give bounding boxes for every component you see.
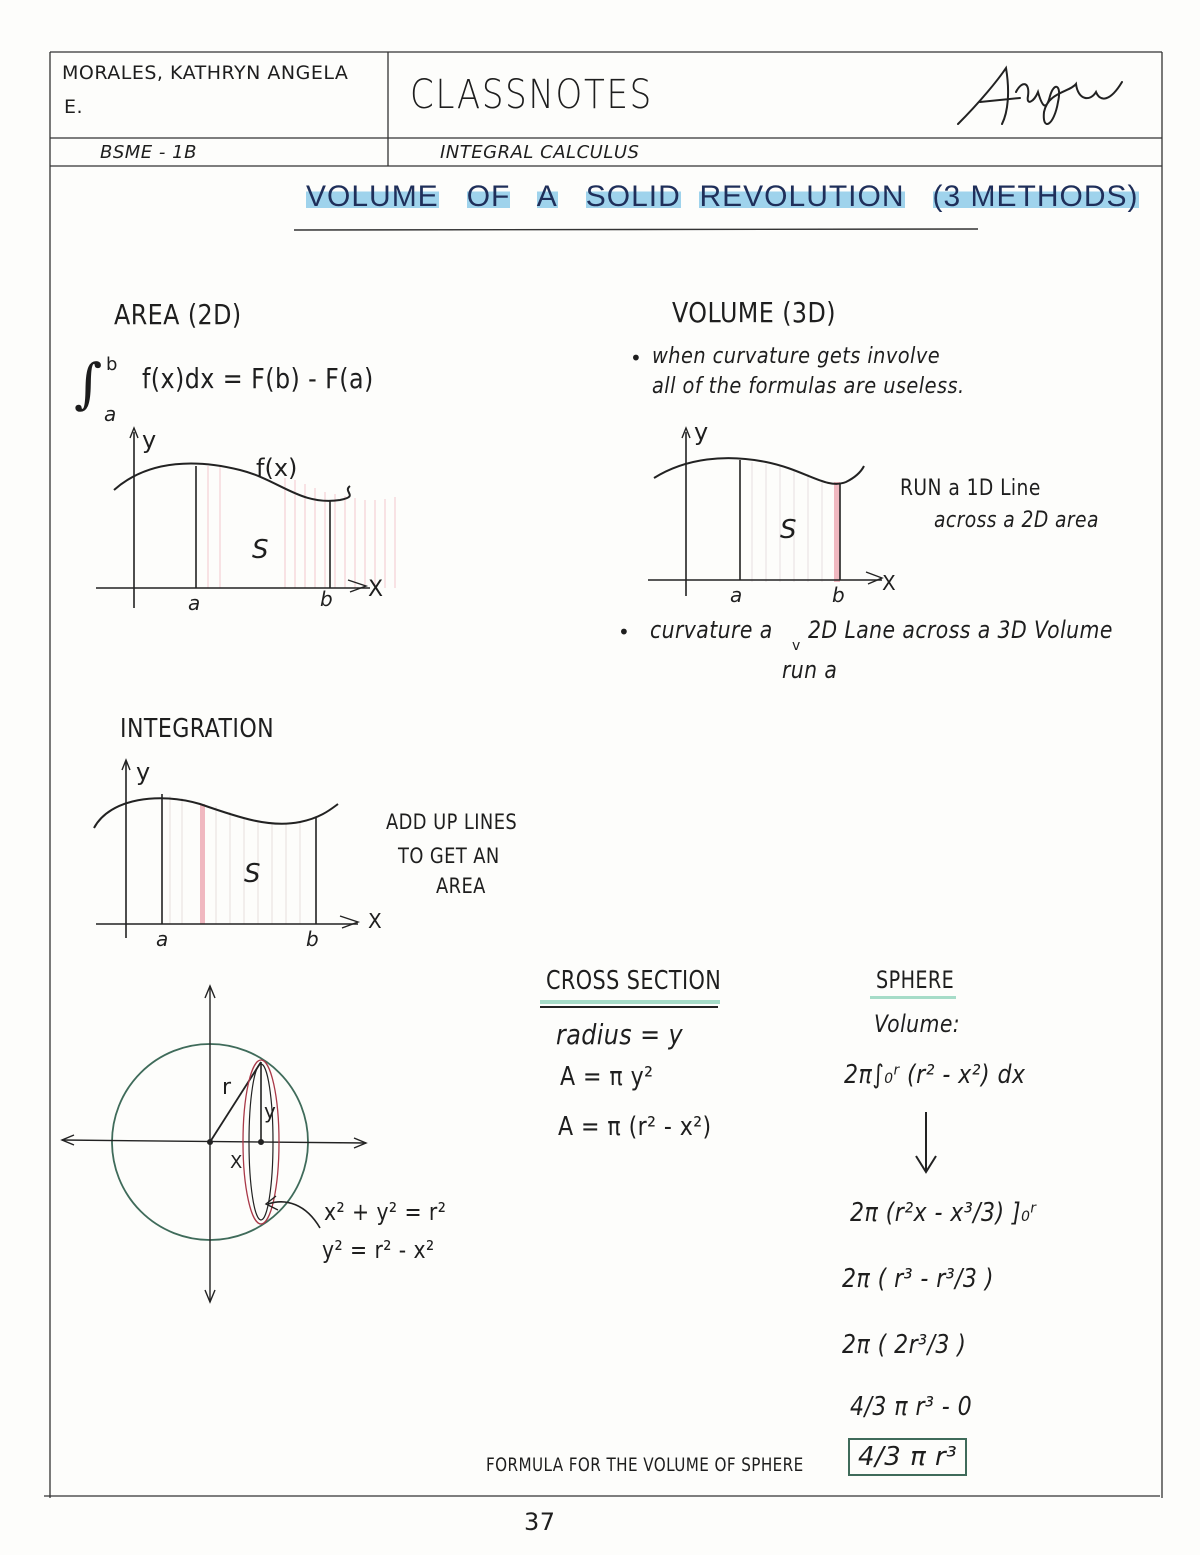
doc-type: CLASSNOTES (410, 72, 653, 118)
formula-box: 4/3 π r³ (848, 1438, 967, 1476)
y-label: y (264, 1099, 276, 1123)
x-axis-label: X (368, 909, 382, 933)
page-title (306, 180, 1139, 214)
cross-section-line2: A = π y² (560, 1062, 654, 1092)
circle-equation-1: x² + y² = r² (324, 1198, 447, 1226)
volume-side-note-line2: across a 2D area (934, 508, 1099, 533)
integration-note-line2: TO GET AN (398, 844, 500, 868)
integration-heading: INTEGRATION (120, 714, 275, 744)
x-label: X (230, 1152, 243, 1173)
sphere-step2: 2π (r²x - x³/3) ]₀ʳ (850, 1198, 1037, 1228)
title-word: SOLID (585, 180, 681, 213)
a-label: a (156, 927, 169, 948)
course-section: BSME - 1B (100, 142, 197, 163)
volume-bullet2-part2: 2D Lane across a 3D Volume (808, 616, 1113, 644)
sphere-step5: 4/3 π r³ - 0 (850, 1392, 973, 1422)
y-axis-label: y (136, 758, 151, 786)
bullet-icon: • (630, 346, 643, 370)
y-axis-label: y (142, 426, 157, 454)
student-name-initial: E. (64, 96, 84, 118)
area-formula: f(x)dx = F(b) - F(a) (142, 362, 374, 395)
title-word: (3 METHODS) (932, 180, 1139, 213)
volume-heading: VOLUME (3D) (672, 296, 836, 329)
bullet-icon: • (618, 620, 631, 644)
integration-graph (70, 748, 400, 948)
region-label: S (252, 535, 269, 565)
circle-equation-2: y² = r² - x² (322, 1236, 435, 1264)
sphere-volume-label: Volume: (874, 1010, 961, 1038)
down-arrow-icon (908, 1110, 948, 1176)
area-heading: AREA (2D) (114, 298, 242, 331)
y-axis-label: y (694, 418, 709, 446)
area-graph (80, 420, 400, 620)
heading-underline (540, 1006, 718, 1008)
volume-side-note-line1: RUN a 1D Line (900, 476, 1041, 501)
a-label: a (188, 591, 201, 615)
x-axis-label: X (882, 571, 896, 595)
integral-lower-limit: a (104, 402, 117, 426)
sphere-step3: 2π ( r³ - r³/3 ) (842, 1264, 994, 1294)
integration-note-line1: ADD UP LINES (386, 810, 518, 834)
title-word: A (536, 180, 558, 213)
integral-upper-limit: b (106, 354, 118, 375)
region-label: S (780, 515, 797, 545)
sphere-heading: SPHERE (876, 966, 955, 994)
volume-bullet1-line1: when curvature gets involve (652, 344, 941, 369)
x-axis-label: X (368, 577, 384, 602)
subject: INTEGRAL CALCULUS (440, 142, 640, 163)
volume-graph (636, 414, 916, 610)
sphere-step1: 2π∫₀ʳ (r² - x²) dx (844, 1060, 1026, 1090)
volume-bullet1-line2: all of the formulas are useless. (652, 374, 965, 399)
b-label: b (832, 583, 845, 607)
cross-section-heading: CROSS SECTION (546, 966, 722, 996)
b-label: b (320, 587, 333, 611)
highlight-strip (834, 482, 840, 582)
a-label: a (730, 583, 743, 607)
cross-section-line1: radius = y (556, 1018, 683, 1051)
title-word: VOLUME (306, 180, 439, 213)
b-label: b (306, 927, 319, 948)
heading-underline (540, 1000, 720, 1004)
region-label: S (244, 859, 261, 889)
student-name: MORALES, KATHRYN ANGELA (62, 62, 349, 84)
cross-section-line3: A = π (r² - x²) (558, 1112, 712, 1142)
page-number: 37 (524, 1508, 556, 1536)
heading-underline (870, 996, 956, 999)
curve-label: f(x) (256, 454, 298, 482)
volume-bullet2-part1: curvature a (650, 616, 773, 644)
highlight-strip (200, 804, 205, 924)
volume-bullet2-insert: run a (782, 656, 838, 684)
caret-insert-icon: v (792, 638, 801, 654)
sphere-step4: 2π ( 2r³/3 ) (842, 1330, 967, 1360)
radius-label: r (222, 1075, 232, 1100)
integration-note-line3: AREA (436, 874, 486, 898)
formula-label: FORMULA FOR THE VOLUME OF SPHERE (486, 1454, 804, 1476)
integral-sign-icon: ∫ (74, 352, 103, 415)
signature (950, 62, 1130, 134)
title-word: REVOLUTION (699, 180, 905, 213)
title-word: OF (466, 180, 511, 213)
